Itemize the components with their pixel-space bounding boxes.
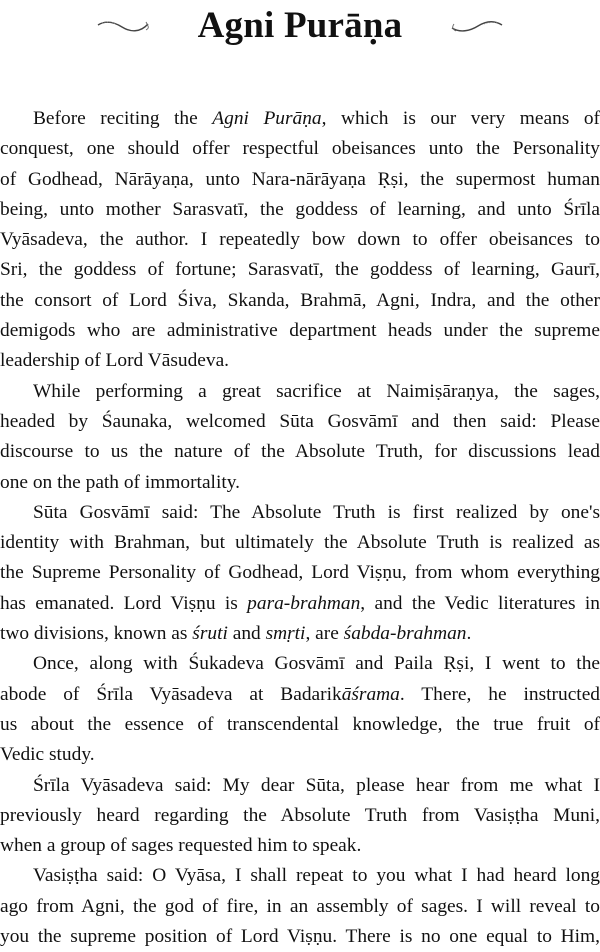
italic-term: para-brahman bbox=[247, 592, 361, 614]
text-line bbox=[0, 468, 600, 498]
text-line bbox=[0, 831, 600, 861]
left-flourish-icon bbox=[96, 16, 152, 36]
text-line bbox=[0, 498, 600, 528]
text-span: leadership of Lord Vāsudeva. bbox=[0, 350, 230, 372]
text-span: Śrīla Vyāsadeva said: My dear Sūta, please hear from me what I bbox=[33, 774, 600, 796]
text-line bbox=[0, 346, 600, 376]
text-span: Vasiṣṭha said: O Vyāsa, I shall repeat to you what I had heard long bbox=[33, 865, 600, 887]
text-span: Vedic study. bbox=[0, 744, 95, 766]
text-span: Before reciting the bbox=[33, 108, 213, 129]
text-span: demigods who are administrative department heads under the supreme bbox=[0, 320, 600, 342]
text-span: conquest, one should offer respectful obeisances unto the Personality bbox=[0, 138, 600, 160]
paragraph bbox=[0, 861, 600, 952]
text-span: , are bbox=[305, 623, 344, 645]
text-line bbox=[0, 407, 600, 437]
text-line bbox=[0, 922, 600, 952]
text-span: of Godhead, Nārāyaṇa, unto Nara-nārāyaṇa Ṛṣi, the supermost human bbox=[0, 168, 600, 190]
text-span: . bbox=[466, 623, 472, 645]
text-span: when a group of sages requested him to speak. bbox=[0, 835, 362, 857]
text-line bbox=[0, 286, 600, 316]
text-span: one on the path of immortality. bbox=[0, 471, 240, 493]
text-span: discourse to us the nature of the Absolute Truth, for discussions lead bbox=[0, 441, 600, 463]
text-line bbox=[0, 710, 600, 740]
text-span: headed by Śaunaka, welcomed Sūta Gosvāmī and then said: Please bbox=[0, 410, 600, 432]
text-span: While performing a great sacrifice at Naimiṣāraṇya, the sages, bbox=[33, 380, 600, 402]
text-line bbox=[0, 740, 600, 770]
right-flourish-icon bbox=[448, 16, 504, 36]
text-line bbox=[0, 377, 600, 407]
text-line bbox=[0, 134, 600, 164]
text-line bbox=[0, 255, 600, 285]
text-span: being, unto mother Sarasvatī, the goddess of learning, and unto Śrīla bbox=[0, 198, 600, 220]
italic-term: Agni Purāṇa bbox=[212, 108, 322, 129]
text-span: two divisions, known as bbox=[0, 623, 193, 645]
text-line bbox=[0, 589, 600, 619]
text-span: the consort of Lord Śiva, Skanda, Brahmā, Agni, Indra, and the other bbox=[0, 289, 600, 311]
italic-term: śabda-brahman bbox=[343, 623, 467, 645]
text-span: identity with Brahman, but ultimately the Absolute Truth is realized as bbox=[0, 532, 600, 554]
text-line bbox=[0, 225, 600, 255]
text-span: Vyāsadeva, the author. I repeatedly bow down to offer obeisances to bbox=[0, 229, 600, 251]
paragraph bbox=[0, 771, 600, 862]
text-line bbox=[0, 619, 600, 649]
paragraph bbox=[0, 498, 600, 649]
text-span: the Supreme Personality of Godhead, Lord Viṣṇu, from whom everything bbox=[0, 562, 600, 584]
text-span: Sūta Gosvāmī said: The Absolute Truth is first realized by one's bbox=[33, 501, 600, 523]
text-line bbox=[0, 892, 600, 922]
text-span: you the supreme position of Lord Viṣṇu. There is no one equal to Him, bbox=[0, 926, 600, 948]
text-span: Once, along with Śukadeva Gosvāmī and Paila Ṛṣi, I went to the bbox=[33, 653, 600, 675]
text-line bbox=[0, 801, 600, 831]
text-line bbox=[0, 104, 600, 134]
text-span: Sri, the goddess of fortune; Sarasvatī, the goddess of learning, Gaurī, bbox=[0, 259, 600, 281]
text-line bbox=[0, 528, 600, 558]
text-span: , which is our very means of bbox=[321, 108, 600, 129]
text-line bbox=[0, 316, 600, 346]
text-span: us about the essence of transcendental knowledge, the true fruit of bbox=[0, 713, 600, 735]
text-span: previously heard regarding the Absolute Truth from Vasiṣṭha Muni, bbox=[0, 804, 600, 826]
text-line bbox=[0, 771, 600, 801]
text-span: . There, he instructed bbox=[399, 683, 600, 705]
italic-term: smṛti bbox=[265, 623, 306, 645]
text-line bbox=[0, 558, 600, 588]
italic-term: śruti bbox=[192, 623, 228, 645]
text-line bbox=[0, 861, 600, 891]
text-line bbox=[0, 680, 600, 710]
text-span: abode of Śrīla Vyāsadeva at Badarik bbox=[0, 683, 342, 705]
text-line bbox=[0, 649, 600, 679]
text-span: ago from Agni, the god of fire, in an assembly of sages. I will reveal to bbox=[0, 895, 600, 917]
paragraph bbox=[0, 377, 600, 498]
page-title: Agni Purāṇa bbox=[197, 5, 403, 46]
text-span: , and the Vedic literatures in bbox=[360, 592, 600, 614]
text-span: and bbox=[227, 623, 266, 645]
text-line bbox=[0, 195, 600, 225]
text-span: has emanated. Lord Viṣṇu is bbox=[0, 592, 248, 614]
text-line bbox=[0, 165, 600, 195]
body-text bbox=[0, 104, 600, 952]
chapter-heading bbox=[0, 0, 600, 52]
paragraph bbox=[0, 649, 600, 770]
paragraph bbox=[0, 104, 600, 377]
italic-term: āśrama bbox=[341, 683, 400, 705]
text-line bbox=[0, 437, 600, 467]
